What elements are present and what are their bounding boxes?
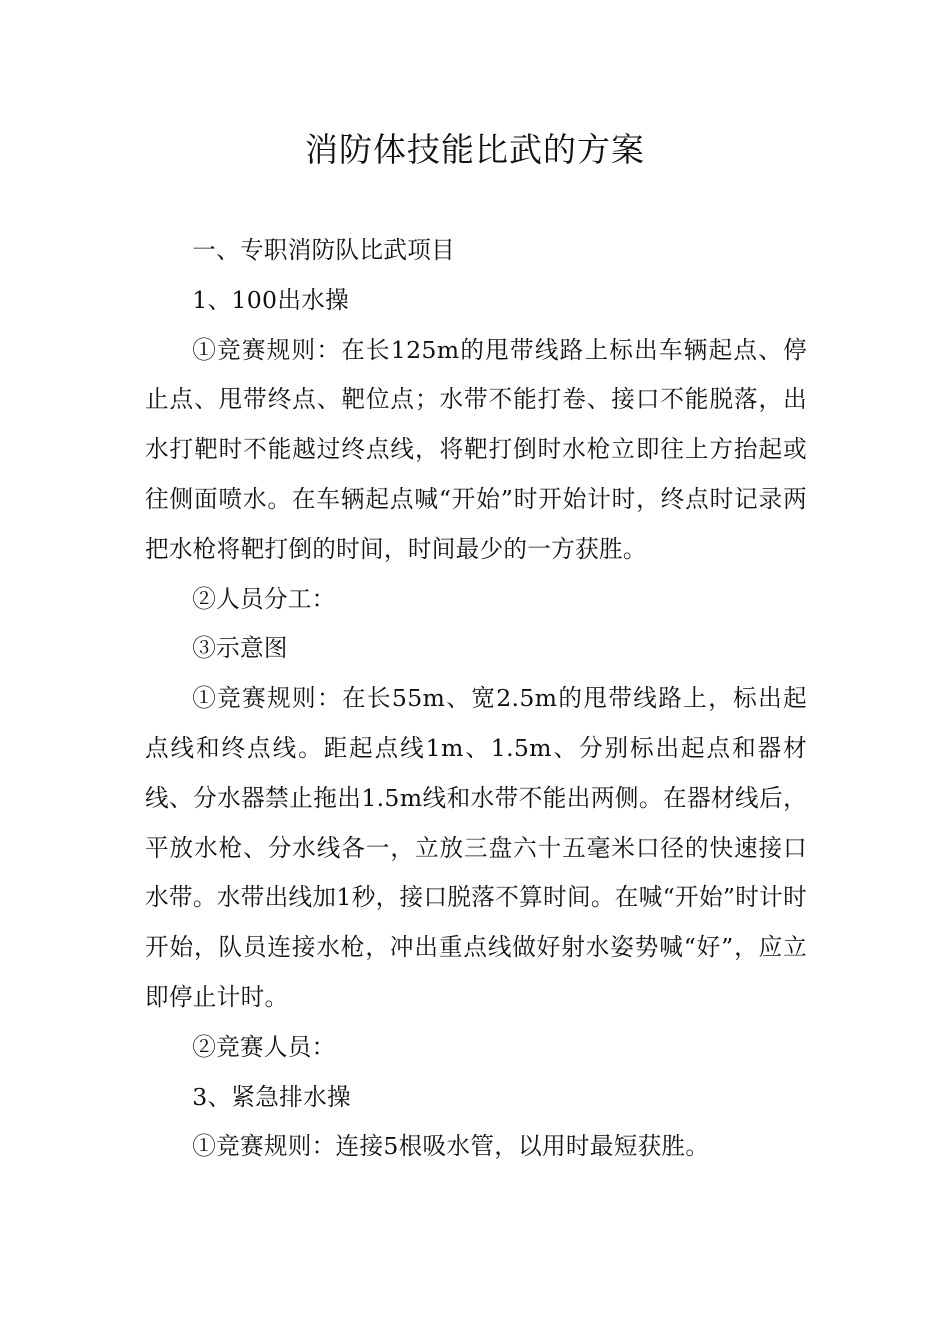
- paragraph: ③示意图: [192, 634, 288, 663]
- document-title: 消防体技能比武的方案: [305, 130, 645, 169]
- paragraph: ①竞赛规则：连接5根吸水管，以用时最短获胜。: [192, 1132, 710, 1161]
- subsection-heading: 1、100出水操: [192, 285, 350, 314]
- subsection-heading: 3、紧急排水操: [192, 1082, 351, 1111]
- paragraph: ①竞赛规则：在长125m的甩带线路上标出车辆起点、停止点、甩带终点、靶位点；水带不能打卷、接口不能脱落，出水打靶时不能越过终点线，将靶打倒时水枪立即往上方抬起或往侧面喷水。在车辆起点喊“开始”时开始计时，终点时记录两把水枪将靶打倒的时间，时间最少的一方获胜。: [145, 335, 807, 563]
- document-body: [145, 226, 807, 1172]
- paragraph: ②人员分工：: [192, 584, 336, 613]
- section-heading: 一、专职消防队比武项目: [192, 236, 456, 264]
- paragraph: ①竞赛规则：在长55m、宽2.5m的甩带线路上，标出起点线和终点线。距起点线1m、1.5m、分别标出起点和器材线、分水器禁止拖出1.5m线和水带不能出两侧。在器材线后，平放水枪、分水线各一，立放三盘六十五毫米口径的快速接口水带。水带出线加1秒，接口脱落不算时间。在喊“开始”时计时开始，队员连接水枪，冲出重点线做好射水姿势喊“好”，应立即停止计时。: [145, 684, 807, 1011]
- paragraph: ②竞赛人员：: [192, 1032, 336, 1061]
